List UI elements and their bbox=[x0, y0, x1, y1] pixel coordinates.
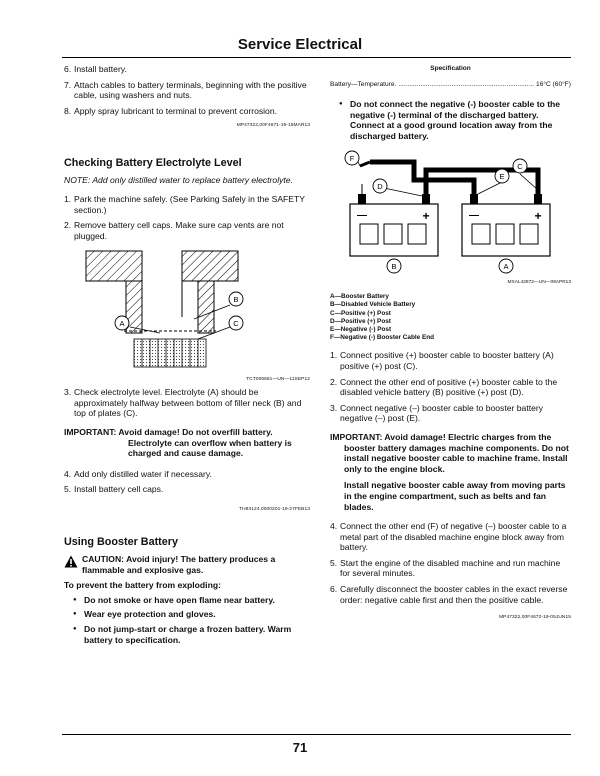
step-3: 3. Connect negative (–) booster cable to booster battery negative (–) post (E). bbox=[330, 402, 544, 424]
step-2: 2. Connect the other end of positive (+) booster cable to the disabled vehicle battery (B) positive (+) post (D). bbox=[330, 376, 558, 398]
note: NOTE: Add only distilled water to replace battery electrolyte. bbox=[64, 174, 293, 185]
specification-row bbox=[330, 80, 571, 91]
page-number: 71 bbox=[292, 740, 308, 755]
step-4: 4. Connect the other end (F) of negative (–) booster cable to a metal part of the disabled machine engine block away from battery. bbox=[330, 521, 567, 553]
important-note: Install negative booster cable away from moving parts in the engine compartment, such as belts and fan blades. bbox=[344, 480, 566, 512]
left-column bbox=[64, 64, 310, 649]
header-rule bbox=[62, 57, 571, 58]
figure-reference: MXAL42872—UN—09APR13 bbox=[507, 279, 571, 285]
list-item: ● Wear eye protection and gloves. bbox=[64, 609, 310, 620]
dot-leader bbox=[398, 80, 534, 91]
legend-item: F—Negative (-) Booster Cable End bbox=[330, 334, 435, 342]
section-heading-electrolyte: Checking Battery Electrolyte Level bbox=[64, 156, 242, 169]
electrolyte-level-figure bbox=[64, 247, 310, 375]
step-5: 5. Install battery cell caps. bbox=[64, 484, 164, 495]
step-1: 1. Connect positive (+) booster cable to booster battery (A) positive (+) post (C). bbox=[330, 350, 554, 371]
warning-triangle-icon bbox=[64, 555, 78, 568]
svg-text:—: — bbox=[357, 209, 367, 221]
specification-heading: Specification bbox=[430, 65, 471, 72]
step-2: 2. Remove battery cell caps. Make sure cap vents are not plugged. bbox=[64, 220, 284, 241]
reference-code: MP47322,00F4672-19-05JUN15 bbox=[499, 615, 571, 621]
legend-item: A—Booster Battery bbox=[330, 293, 389, 301]
prevent-heading: To prevent the battery from exploding: bbox=[64, 580, 221, 591]
caution-block bbox=[64, 554, 310, 575]
important-overfill: IMPORTANT: Avoid damage! Do not overfill battery. Electrolyte can overflow when battery is charged and cause damage. bbox=[64, 426, 292, 459]
section-heading-booster: Using Booster Battery bbox=[64, 536, 178, 549]
svg-text:B: B bbox=[233, 294, 239, 304]
step-1: 1. Park the machine safely. (See Parking Safely in the SAFETY section.) bbox=[64, 194, 305, 215]
list-item: ● Do not connect the negative (-) booster cable to the negative (-) terminal of the discharged battery. Connect at a good ground location away from the discharged battery. bbox=[330, 99, 571, 141]
spec-label: Battery—Temperature. bbox=[330, 80, 397, 88]
step-5: 5. Start the engine of the disabled machine and run machine for several minutes. bbox=[330, 557, 561, 579]
list-item: ● Do not smoke or have open flame near battery. bbox=[64, 595, 310, 606]
legend-item: E—Negative (-) Post bbox=[330, 325, 392, 333]
svg-text:D: D bbox=[377, 181, 383, 191]
svg-text:C: C bbox=[517, 161, 523, 171]
important-electric-charges: IMPORTANT: Avoid damage! Electric charges from the booster battery damages machine components. Do not install negative booster cable to machine frame. Install only to the engine block. bbox=[330, 431, 569, 474]
svg-text:+: + bbox=[422, 208, 430, 223]
step-8: 8. Apply spray lubricant to terminal to prevent corrosion. bbox=[64, 105, 278, 116]
svg-text:F: F bbox=[349, 153, 355, 163]
figure-reference: TCT005681—UN—11SEP12 bbox=[246, 376, 310, 382]
list-item: ● Do not jump-start or charge a frozen battery. Warm battery to specification. bbox=[64, 624, 310, 645]
legend-item: B—Disabled Vehicle Battery bbox=[330, 301, 416, 309]
step-7: 7. Attach cables to battery terminals, beginning with the positive cable, using washers and nuts. bbox=[64, 79, 307, 101]
svg-text:B: B bbox=[391, 261, 397, 271]
step-4: 4. Add only distilled water if necessary. bbox=[64, 468, 212, 479]
step-3: 3. Check electrolyte level. Electrolyte (A) should be approximately halfway between bottom of filler neck (B) and top of plates (C). bbox=[64, 387, 302, 419]
svg-text:+: + bbox=[534, 208, 542, 223]
booster-battery-figure bbox=[330, 148, 571, 276]
svg-text:E: E bbox=[499, 171, 505, 181]
bullet-list bbox=[64, 595, 310, 645]
spec-value: 16°C (60°F) bbox=[536, 80, 571, 88]
footer-rule bbox=[62, 734, 571, 735]
reference-code: MP47322,00F4671-19-15MAR13 bbox=[236, 123, 310, 129]
page-title: Service Electrical bbox=[237, 36, 363, 53]
bullet-list bbox=[330, 99, 571, 141]
reference-code: TH84124,0000201-19-27FEB13 bbox=[239, 506, 310, 512]
legend-item: D—Positive (+) Post bbox=[330, 317, 391, 325]
svg-text:A: A bbox=[119, 318, 125, 328]
caution-text: CAUTION: Avoid injury! The battery produces a flammable and explosive gas. bbox=[82, 554, 276, 575]
svg-text:C: C bbox=[233, 318, 239, 328]
legend-item: C—Positive (+) Post bbox=[330, 309, 391, 317]
figure-legend bbox=[330, 293, 571, 342]
svg-text:—: — bbox=[469, 209, 479, 221]
step-6: 6. Carefully disconnect the booster cables in the exact reverse order: negative cable first and then the positive cable. bbox=[330, 584, 568, 605]
right-column bbox=[330, 64, 571, 624]
svg-text:A: A bbox=[503, 261, 509, 271]
step-6: 6. Install battery. bbox=[64, 64, 127, 74]
